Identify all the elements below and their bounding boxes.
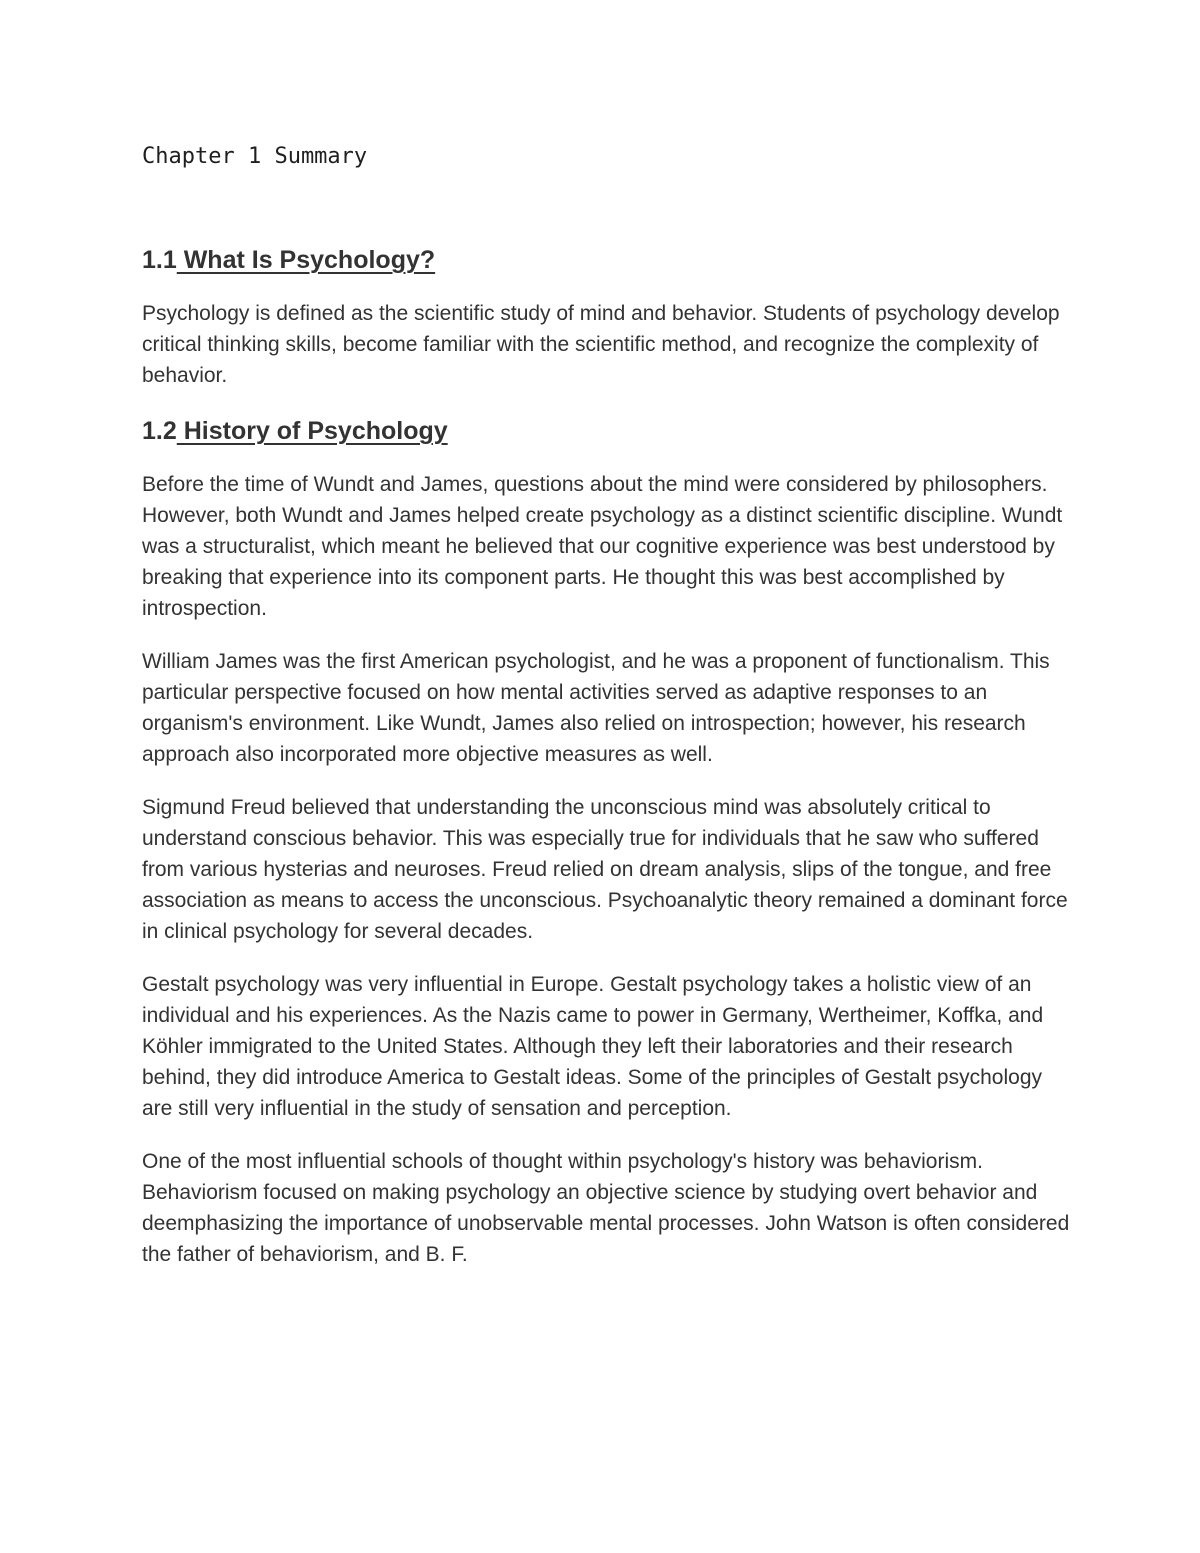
section-heading-1-1 <box>142 242 1072 278</box>
section-number: 1.2 <box>142 417 177 445</box>
paragraph: Before the time of Wundt and James, questions about the mind were considered by philosophers. However, both Wundt and James helped create psychology as a distinct scientific discipline. Wundt was a structuralist, which meant he believed that our cognitive experience was best understood by breaking that experience into its component parts. He thought this was best accomplished by introspection. <box>142 473 1063 620</box>
document-body <box>142 140 1072 1292</box>
paragraph: William James was the first American psychologist, and he was a proponent of functionalism. This particular perspective focused on how mental activities served as adaptive responses to an organism's environment. Like Wundt, James also relied on introspection; however, his research approach also incorporated more objective measures as well. <box>142 650 1050 766</box>
section-heading-1-2 <box>142 413 1072 449</box>
section-title: What Is Psychology? <box>176 246 436 274</box>
paragraph: One of the most influential schools of thought within psychology's history was behaviorism. Behaviorism focused on making psychology an objective science by studying overt behavior and deemphasizing the importance of unobservable mental processes. John Watson is often considered the father of behaviorism, and B. F. <box>142 1150 1070 1266</box>
paragraph: Gestalt psychology was very influential in Europe. Gestalt psychology takes a holistic view of an individual and his experiences. As the Nazis came to power in Germany, Wertheimer, Koffka, and Köhler immigrated to the United States. Although they left their laboratories and their research behind, they did introduce America to Gestalt ideas. Some of the principles of Gestalt psychology are still very influential in the study of sensation and perception. <box>142 973 1044 1120</box>
paragraph: Psychology is defined as the scientific study of mind and behavior. Students of psychology develop critical thinking skills, become familiar with the scientific method, and recognize the complexity of behavior. <box>142 302 1060 387</box>
paragraph: Sigmund Freud believed that understanding the unconscious mind was absolutely critical to understand conscious behavior. This was especially true for individuals that he saw who suffered from various hysterias and neuroses. Freud relied on dream analysis, slips of the tongue, and free association as means to access the unconscious. Psychoanalytic theory remained a dominant force in clinical psychology for several decades. <box>142 796 1068 943</box>
section-title: History of Psychology <box>176 417 448 445</box>
section-number: 1.1 <box>142 246 177 274</box>
page-title: Chapter 1 Summary <box>142 144 368 169</box>
